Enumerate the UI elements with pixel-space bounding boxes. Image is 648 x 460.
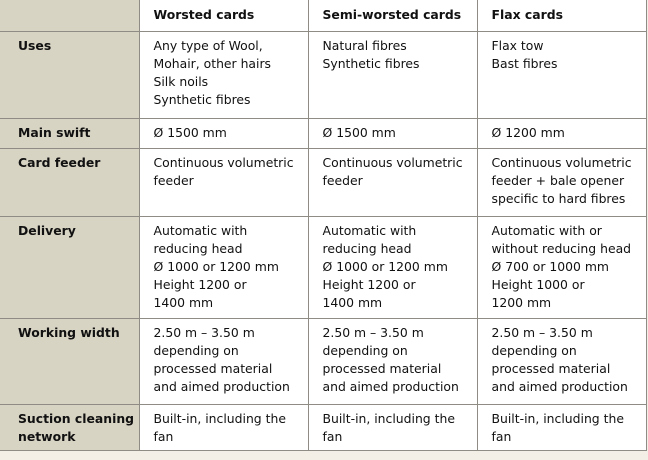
label-line: Main swift	[18, 124, 91, 140]
cell-line: Height 1000 or	[491, 276, 585, 292]
cell-line: and aimed production	[322, 378, 459, 394]
cell-line: without reducing head	[491, 240, 632, 256]
cell-width-semi-worsted	[308, 318, 477, 404]
cell-delivery-worsted	[139, 216, 308, 318]
cell-line: Ø 1500 mm	[153, 124, 227, 140]
row-label-delivery	[0, 216, 139, 318]
cell-line: 2.50 m – 3.50 m	[322, 324, 424, 340]
row-working-width	[0, 318, 646, 404]
cell-line: fan	[322, 428, 343, 444]
cell-line: Ø 700 or 1000 mm	[491, 258, 610, 274]
label-line: Card feeder	[18, 154, 101, 170]
cell-line: Continuous volumetric	[322, 154, 463, 170]
cell-line: Natural fibres	[322, 37, 407, 53]
header-corner	[0, 0, 139, 31]
cell-line: and aimed production	[491, 378, 628, 394]
cell-swift-worsted	[139, 118, 308, 148]
cell-width-worsted	[139, 318, 308, 404]
cell-line: specific to hard fibres	[491, 190, 626, 206]
cell-line: processed material	[322, 360, 442, 376]
cell-line: fan	[491, 428, 512, 444]
cell-line: Automatic with or	[491, 222, 602, 238]
cell-suction-semi-worsted	[308, 404, 477, 450]
row-label-card-feeder	[0, 148, 139, 216]
cell-line: Synthetic fibres	[322, 55, 420, 71]
cell-swift-semi-worsted	[308, 118, 477, 148]
cell-uses-flax	[477, 31, 646, 118]
row-label-working-width	[0, 318, 139, 404]
row-label-uses	[0, 31, 139, 118]
cell-line: Synthetic fibres	[153, 91, 251, 107]
cell-line: Flax tow	[491, 37, 544, 53]
cell-width-flax	[477, 318, 646, 404]
cell-line: Continuous volumetric	[153, 154, 294, 170]
cell-line: Ø 1000 or 1200 mm	[153, 258, 279, 274]
cell-line: feeder + bale opener	[491, 172, 625, 188]
cell-line: 2.50 m – 3.50 m	[153, 324, 255, 340]
cell-line: Ø 1200 mm	[491, 124, 565, 140]
cell-suction-worsted	[139, 404, 308, 450]
row-label-suction-cleaning-network	[0, 404, 139, 450]
cell-line: Automatic with	[153, 222, 248, 238]
cell-feeder-worsted	[139, 148, 308, 216]
cell-line: depending on	[153, 342, 239, 358]
cell-line: Bast fibres	[491, 55, 558, 71]
row-suction-cleaning-network	[0, 404, 646, 450]
cell-suction-flax	[477, 404, 646, 450]
cell-line: Ø 1000 or 1200 mm	[322, 258, 448, 274]
label-line: Delivery	[18, 222, 76, 238]
cell-uses-semi-worsted	[308, 31, 477, 118]
header-flax-cards: Flax cards	[477, 0, 646, 31]
cell-uses-worsted	[139, 31, 308, 118]
cell-line: 1400 mm	[322, 294, 383, 310]
cell-line: Silk noils	[153, 73, 209, 89]
label-line: Uses	[18, 37, 52, 53]
cell-line: Automatic with	[322, 222, 417, 238]
cell-line: reducing head	[322, 240, 412, 256]
cell-line: Continuous volumetric	[491, 154, 632, 170]
cell-line: Built-in, including the	[322, 410, 455, 426]
cell-feeder-semi-worsted	[308, 148, 477, 216]
header-semi-worsted-cards: Semi-worsted cards	[308, 0, 477, 31]
row-label-main-swift	[0, 118, 139, 148]
cell-line: processed material	[153, 360, 273, 376]
cell-line: depending on	[322, 342, 408, 358]
cell-line: 1200 mm	[491, 294, 552, 310]
row-uses	[0, 31, 646, 118]
cell-line: Built-in, including the	[153, 410, 286, 426]
cell-line: Ø 1500 mm	[322, 124, 396, 140]
cell-delivery-flax	[477, 216, 646, 318]
header-row	[0, 0, 646, 31]
cell-line: Built-in, including the	[491, 410, 624, 426]
label-line: network	[18, 428, 76, 444]
label-line: Suction cleaning	[18, 410, 135, 426]
cell-line: 1400 mm	[153, 294, 214, 310]
cell-delivery-semi-worsted	[308, 216, 477, 318]
cell-line: Mohair, other hairs	[153, 55, 272, 71]
cell-feeder-flax	[477, 148, 646, 216]
cell-swift-flax	[477, 118, 646, 148]
cell-line: 2.50 m – 3.50 m	[491, 324, 593, 340]
cell-line: Any type of Wool,	[153, 37, 263, 53]
row-delivery	[0, 216, 646, 318]
cell-line: feeder	[322, 172, 363, 188]
cell-line: Height 1200 or	[153, 276, 247, 292]
cell-line: depending on	[491, 342, 577, 358]
row-main-swift	[0, 118, 646, 148]
cell-line: feeder	[153, 172, 194, 188]
cell-line: reducing head	[153, 240, 243, 256]
label-line: Working width	[18, 324, 120, 340]
cell-line: Height 1200 or	[322, 276, 416, 292]
header-worsted-cards: Worsted cards	[139, 0, 308, 31]
cell-line: fan	[153, 428, 174, 444]
row-card-feeder	[0, 148, 646, 216]
cell-line: and aimed production	[153, 378, 290, 394]
cell-line: processed material	[491, 360, 611, 376]
